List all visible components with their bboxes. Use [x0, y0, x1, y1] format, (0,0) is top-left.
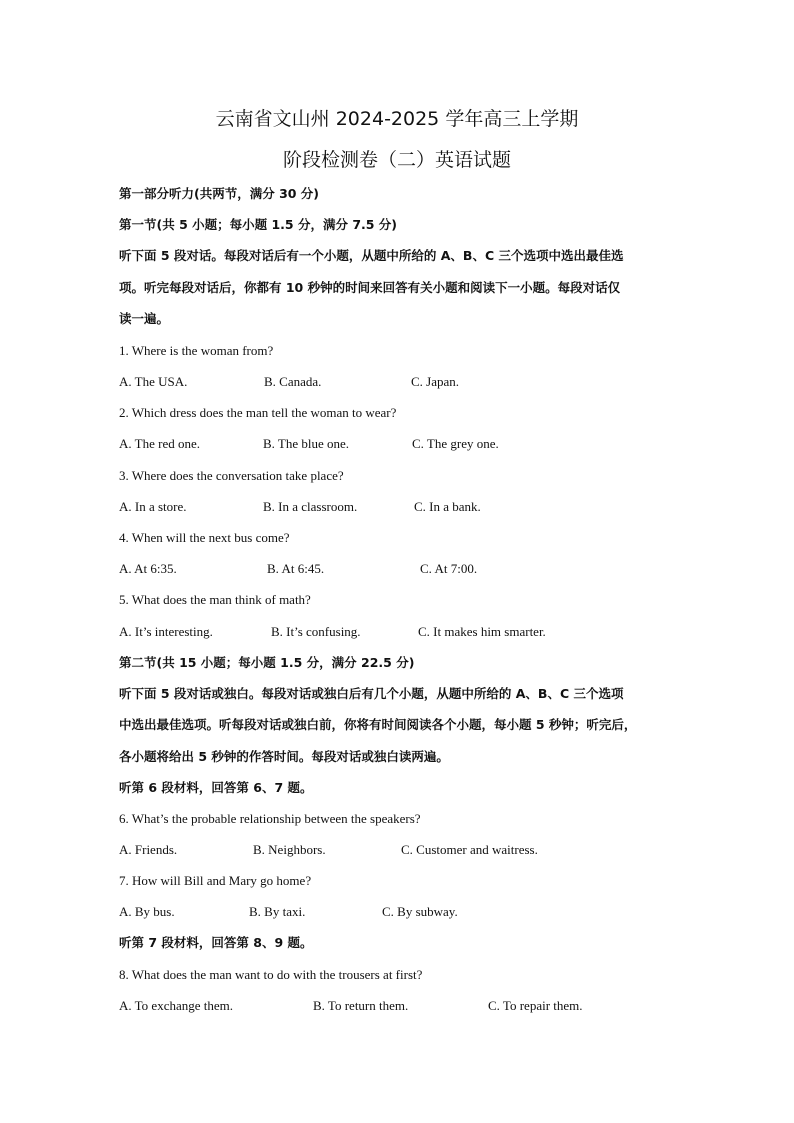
section1-instruction-line: 听下面 5 段对话。每段对话后有一个小题，从题中所给的 A、B、C 三个选项中选出最佳选	[119, 248, 624, 263]
exam-title-line2: 阶段检测卷（二）英语试题	[282, 149, 511, 171]
section1-instruction-line: 项。听完每段对话后，你都有 10 秒钟的时间来回答有关小题和阅读下一小题。每段对话仅	[119, 280, 621, 295]
material-7-heading: 听第 7 段材料，回答第 8、9 题。	[119, 935, 313, 950]
question-1: 1. Where is the woman from?	[119, 343, 274, 358]
option-7c: C. By subway.	[382, 904, 458, 919]
option-5a: A. It’s interesting.	[119, 624, 213, 639]
option-8a: A. To exchange them.	[119, 998, 234, 1013]
option-6a: A. Friends.	[119, 842, 178, 857]
option-4a: A. At 6:35.	[119, 561, 177, 576]
option-3a: A. In a store.	[119, 499, 187, 514]
option-6b: B. Neighbors.	[253, 842, 326, 857]
section1-heading: 第一节(共 5 小题；每小题 1.5 分，满分 7.5 分)	[119, 217, 398, 232]
option-5b: B. It’s confusing.	[271, 624, 361, 639]
option-2b: B. The blue one.	[263, 436, 350, 451]
material-6-heading: 听第 6 段材料，回答第 6、7 题。	[119, 780, 313, 795]
question-6: 6. What’s the probable relationship between the speakers?	[119, 811, 421, 826]
question-2: 2. Which dress does the man tell the woman to wear?	[119, 405, 397, 420]
question-7: 7. How will Bill and Mary go home?	[119, 873, 312, 888]
option-1c: C. Japan.	[411, 374, 460, 389]
question-4: 4. When will the next bus come?	[119, 530, 290, 545]
option-1b: B. Canada.	[264, 374, 322, 389]
section2-heading: 第二节(共 15 小题；每小题 1.5 分，满分 22.5 分)	[119, 655, 415, 670]
question-8: 8. What does the man want to do with the trousers at first?	[119, 967, 423, 982]
section2-instruction-line: 听下面 5 段对话或独白。每段对话或独白后有几个小题，从题中所给的 A、B、C 三个选项	[119, 686, 624, 701]
option-3b: B. In a classroom.	[263, 499, 358, 514]
option-4b: B. At 6:45.	[267, 561, 325, 576]
option-2a: A. The red one.	[119, 436, 200, 451]
exam-title-line1: 云南省文山州 2024-2025 学年高三上学期	[215, 108, 579, 130]
section2-instruction-line: 中选出最佳选项。听每段对话或独白前，你将有时间阅读各个小题，每小题 5 秒钟；听完后，	[119, 717, 637, 732]
option-2c: C. The grey one.	[412, 436, 499, 451]
option-8c: C. To repair them.	[488, 998, 583, 1013]
option-8b: B. To return them.	[313, 998, 409, 1013]
option-1a: A. The USA.	[119, 374, 188, 389]
option-7a: A. By bus.	[119, 904, 175, 919]
section2-instruction-line: 各小题将给出 5 秒钟的作答时间。每段对话或独白读两遍。	[119, 749, 449, 764]
question-5: 5. What does the man think of math?	[119, 592, 311, 607]
option-3c: C. In a bank.	[414, 499, 481, 514]
option-4c: C. At 7:00.	[420, 561, 478, 576]
option-7b: B. By taxi.	[249, 904, 306, 919]
question-3: 3. Where does the conversation take place?	[119, 468, 344, 483]
option-5c: C. It makes him smarter.	[418, 624, 546, 639]
part1-heading: 第一部分听力(共两节，满分 30 分)	[119, 186, 320, 201]
section1-instruction-line: 读一遍。	[119, 311, 170, 326]
option-6c: C. Customer and waitress.	[401, 842, 538, 857]
